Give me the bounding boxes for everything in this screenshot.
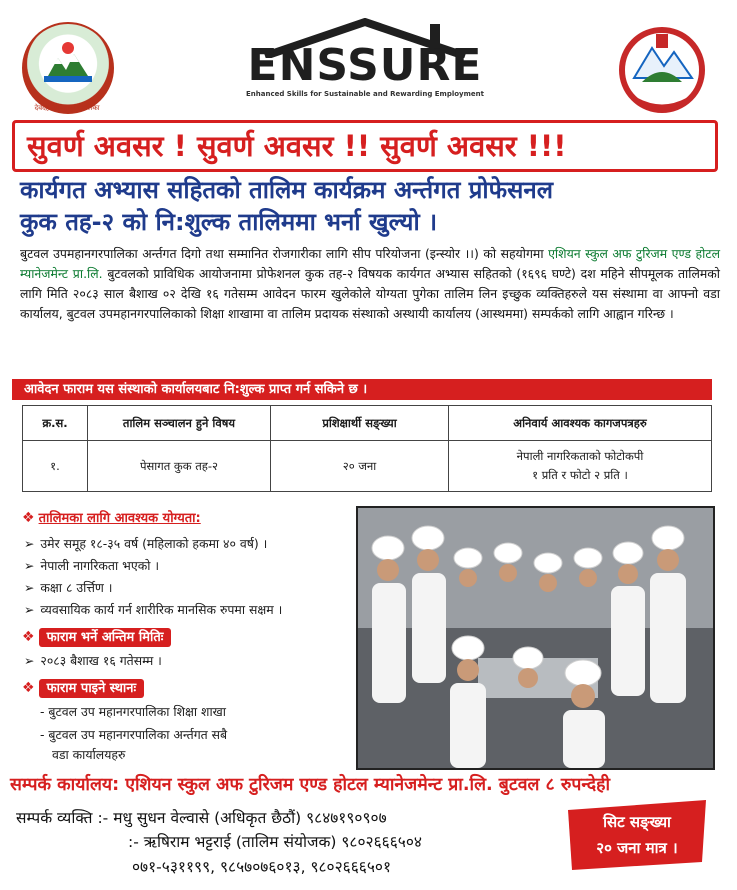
arrow-bullet-icon: ➢ — [24, 580, 35, 595]
brand-tagline: Enhanced Skills for Sustainable and Rewarding Employment — [245, 90, 484, 98]
brand-name: ENSSURE — [247, 40, 483, 91]
headline-line-1: कार्यगत अभ्यास सहितको तालिम कार्यक्रम अर्न्तगत प्रोफेसनल — [20, 176, 553, 204]
location-title: फाराम पाइने स्थानः — [39, 679, 145, 698]
cell-count: २० जना — [271, 441, 449, 492]
chefs-group-illustration-icon — [358, 508, 713, 768]
cell-subject: पेसागत कुक तह-२ — [88, 441, 271, 492]
contact-person-2: :- ऋषिराम भट्टराई (तालिम संयोजक) ९८०२६६६५०४ — [128, 833, 422, 851]
location-item-1: - बुटवल उप महानगरपालिका शिक्षा शाखा — [40, 704, 227, 719]
banner-text: सुवर्ण अवसर ! सुवर्ण अवसर !! सुवर्ण अवसर !!! — [27, 129, 567, 163]
documents-line-2: १ प्रति र फोटो २ प्रति । — [532, 468, 628, 482]
list-item — [24, 579, 112, 596]
contact-office-value: : एशियन स्कुल अफ टुरिजम एण्ड होटल म्यानेजमेन्ट प्रा.लि. बुटवल ८ रुपन्देही — [112, 775, 611, 795]
diamond-bullet-icon: ❖ — [22, 510, 35, 526]
seat-line-1: सिट सङ्ख्या — [603, 813, 671, 831]
nepal-emblem-icon — [612, 18, 712, 118]
training-table — [22, 405, 712, 492]
diamond-bullet-icon: ❖ — [22, 680, 35, 696]
header-documents: अनिवार्य आवश्यक कागजपत्रहरु — [449, 406, 712, 441]
header-count: प्रशिक्षार्थी सङ्ख्या — [271, 406, 449, 441]
documents-line-1: नेपाली नागरिकताको फोटोकपी — [516, 449, 644, 463]
contact-person-label: सम्पर्क व्यक्ति — [16, 809, 93, 827]
cell-sn: १. — [23, 441, 88, 492]
trainee-chefs-photo — [356, 506, 715, 770]
municipality-logo — [22, 22, 114, 114]
deadline-title: फाराम भर्ने अन्तिम मितिः — [39, 628, 172, 647]
header-sn: क्र.स. — [23, 406, 88, 441]
paragraph-part-1: बुटवल उपमहानगरपालिका अर्न्तगत दिगो तथा सम्मानित रोजगारीका लागि सीप परियोजना (इन्स्योर ।।) को सहयोगमा — [20, 246, 549, 261]
municipality-caption: देवदह उपमहानगरपालिका — [34, 104, 100, 112]
institute-name: एशियन स्कुल अफ टुरिजम एण्ड होटल म्यानेजमेन्ट प्रा.लि. — [20, 246, 720, 281]
paragraph-part-2: बुटवलको प्राविधिक आयोजनामा प्रोफेशनल कुक तह-२ विषयक कार्यगत अभ्यास सहितको (१६९६ घण्टे) दश महिने सीपमूलक तालिमको लागि मिति २०८३ साल बैशाख ०२ देखि १६ गतेसम्म आवेदन फारम खुलेकोले योग्यता पुगेका तालिम लिन इच्छुक व्यक्तिहरुले यस संस्थामा वा आफ्नो वडा कार्यालय, बुटवल उपमहानगरपालिकाको शिक्षा शाखामा वा तालिम प्रदायक संस्थाको अस्थायी कार्यालय (आस्थममा) सम्पर्कको लागि आह्वान गरिन्छ । — [20, 266, 720, 321]
arrow-bullet-icon: ➢ — [24, 653, 35, 668]
list-item — [24, 557, 159, 574]
contact-person-1-value: :- मधु सुधन वेल्वासे (अधिकृत छैठौं) ९८४७१९०९०७ — [97, 809, 387, 827]
ensure-brand — [240, 30, 490, 110]
nepal-government-emblem — [612, 18, 712, 118]
arrow-bullet-icon: ➢ — [24, 558, 35, 573]
deadline-heading — [22, 627, 171, 645]
qualification-item-3: कक्षा ८ उर्त्तिण । — [40, 580, 113, 595]
headline-line-2: कुक तह-२ को नि:शुल्क तालिममा भर्ना खुल्यो । — [20, 208, 438, 236]
arrow-bullet-icon: ➢ — [24, 602, 35, 617]
location-item-2-cont: वडा कार्यालयहरु — [52, 747, 126, 762]
qualification-item-1: उमेर समूह १८-३५ वर्ष (महिलाको हकमा ४० वर्ष) । — [40, 536, 268, 551]
contact-person-1 — [16, 806, 387, 828]
qualification-title: तालिमका लागि आवश्यक योग्यता: — [38, 511, 201, 526]
table-row — [23, 441, 712, 492]
list-item — [24, 652, 162, 669]
arrow-bullet-icon: ➢ — [24, 536, 35, 551]
seat-count-badge — [562, 800, 712, 870]
form-notice-bar: आवेदन फाराम यस संस्थाको कार्यालयबाट नि:शुल्क प्राप्त गर्न सकिने छ । — [12, 379, 712, 400]
seat-line-2: २० जना मात्र । — [596, 839, 678, 857]
cell-documents — [449, 441, 712, 492]
diamond-bullet-icon: ❖ — [22, 629, 35, 645]
list-item — [24, 601, 282, 618]
qualification-item-2: नेपाली नागरिकता भएको । — [40, 558, 160, 573]
announcement-paragraph — [20, 244, 720, 324]
contact-phones: ०७१-५३११९९, ९८५७०७६०१३, ९८०२६६६५०१ — [132, 858, 392, 876]
header-subject: तालिम सञ्चालन हुने विषय — [88, 406, 271, 441]
golden-opportunity-banner — [12, 120, 718, 172]
contact-office — [10, 772, 730, 796]
location-heading — [22, 678, 144, 696]
list-item — [24, 535, 267, 552]
deadline-item: २०८३ बैशाख १६ गतेसम्म । — [40, 653, 162, 668]
location-item-2: - बुटवल उप महानगरपालिका अर्न्तगत सबै — [40, 727, 228, 742]
contact-office-label: सम्पर्क कार्यालय — [10, 775, 113, 795]
qualification-heading — [22, 508, 201, 526]
municipality-emblem-icon — [24, 24, 112, 112]
table-header-row — [23, 406, 712, 441]
badge-shape-icon — [562, 800, 712, 870]
qualification-item-4: व्यवसायिक कार्य गर्न शारीरिक मानसिक रुपमा सक्षम । — [40, 602, 283, 617]
